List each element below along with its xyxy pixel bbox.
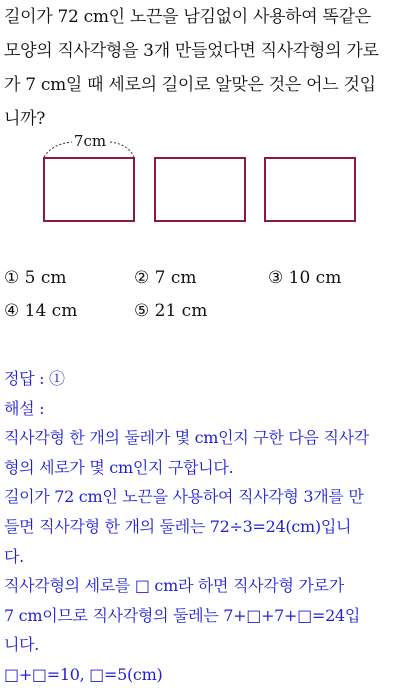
rectangles-diagram xyxy=(0,128,400,228)
explanation-line: 길이가 72 cm인 노끈을 사용하여 직사각형 3개를 만 xyxy=(4,487,364,507)
dimension-label: 7cm xyxy=(73,132,107,150)
answer-line: 정답 : ① xyxy=(4,369,65,388)
question-line: 니까? xyxy=(4,109,46,129)
explanation-line: 들면 직사각형 한 개의 둘레는 72÷3=24(cm)입니 xyxy=(4,516,352,536)
choice-row xyxy=(4,268,400,301)
explanation-line: 직사각형의 세로를 □ cm라 하면 직사각형 가로가 xyxy=(4,576,344,596)
explanation-line: 니다. xyxy=(4,635,40,655)
question-line: 가 7 cm일 때 세로의 길이로 알맞은 것은 어느 것입 xyxy=(4,75,376,95)
question-text xyxy=(4,0,398,136)
question-line: 모양의 직사각형을 3개 만들었다면 직사각형의 가로 xyxy=(4,41,379,61)
rectangles-figure xyxy=(0,128,400,228)
explanation-line: 형의 세로가 몇 cm인지 구합니다. xyxy=(4,457,234,477)
answer-choices xyxy=(4,268,400,334)
choice-5[interactable]: ⑤ 21 cm xyxy=(134,301,208,321)
choice-1[interactable]: ① 5 cm xyxy=(4,268,67,288)
rectangle-2 xyxy=(155,158,245,221)
explanation-line: 다. xyxy=(4,546,24,566)
solution-section xyxy=(4,364,398,690)
explanation-line: 7 cm이므로 직사각형의 둘레는 7+□+7+□=24입 xyxy=(4,605,361,625)
choice-row xyxy=(4,301,400,334)
question-line: 길이가 72 cm인 노끈을 남김없이 사용하여 똑같은 xyxy=(4,7,371,27)
choice-2[interactable]: ② 7 cm xyxy=(134,268,197,288)
explanation-line: 직사각형 한 개의 둘레가 몇 cm인지 구한 다음 직사각 xyxy=(4,428,369,448)
rectangle-1 xyxy=(44,158,134,221)
choice-3[interactable]: ③ 10 cm xyxy=(268,268,342,288)
choice-4[interactable]: ④ 14 cm xyxy=(4,301,78,321)
rectangle-3 xyxy=(265,158,355,221)
explanation-line: □+□=10, □=5(cm) xyxy=(4,664,163,684)
explanation-heading: 해설 : xyxy=(4,398,45,418)
